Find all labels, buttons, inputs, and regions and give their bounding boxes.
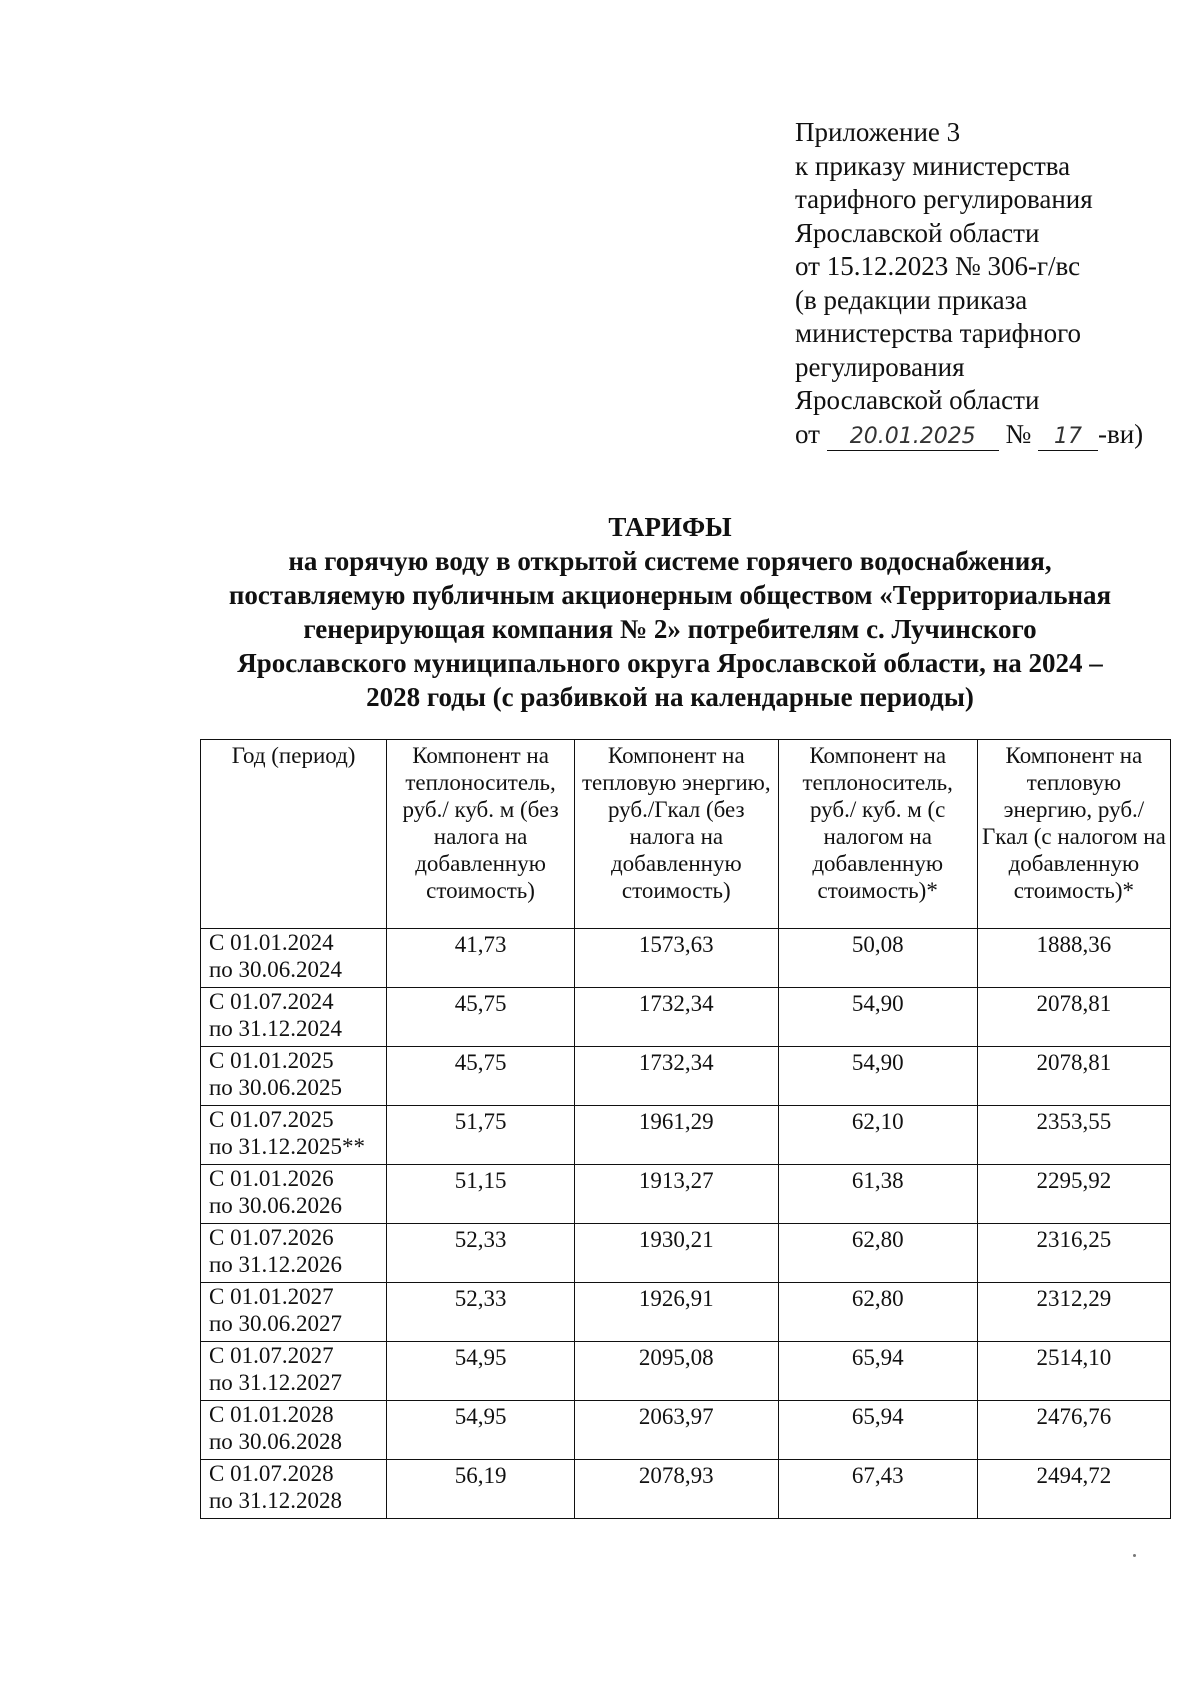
- value-cell-c3: 67,43: [778, 1460, 977, 1519]
- period-to: по 31.12.2026: [209, 1252, 343, 1277]
- value-cell-c1: 45,75: [387, 988, 575, 1047]
- table-row: [201, 1047, 1171, 1106]
- period-cell: [201, 929, 387, 988]
- value-cell-c1: 45,75: [387, 1047, 575, 1106]
- value-cell-c1: 54,95: [387, 1342, 575, 1401]
- tariffs-table: [200, 739, 1171, 1519]
- period-from: С 01.01.2025: [209, 1048, 334, 1073]
- value-cell-c4: 2312,29: [977, 1283, 1170, 1342]
- value-cell-c3: 54,90: [778, 1047, 977, 1106]
- period-to: по 30.06.2028: [209, 1429, 343, 1454]
- period-from: С 01.07.2028: [209, 1461, 334, 1486]
- appendix-block: [795, 116, 1143, 451]
- period-from: С 01.01.2028: [209, 1402, 334, 1427]
- title-heading: ТАРИФЫ: [608, 512, 732, 542]
- value-cell-c4: 2078,81: [977, 988, 1170, 1047]
- value-cell-c2: 2078,93: [574, 1460, 778, 1519]
- value-cell-c1: 54,95: [387, 1401, 575, 1460]
- value-cell-c3: 54,90: [778, 988, 977, 1047]
- appendix-line: регулирования: [795, 351, 965, 382]
- table-row: [201, 1165, 1171, 1224]
- value-cell-c2: 1573,63: [574, 929, 778, 988]
- period-from: С 01.01.2024: [209, 930, 334, 955]
- header-period: Год (период): [201, 740, 387, 929]
- table-row: [201, 1283, 1171, 1342]
- value-cell-c4: 2476,76: [977, 1401, 1170, 1460]
- amendment-suffix: -ви): [1097, 418, 1144, 449]
- table-row: [201, 988, 1171, 1047]
- value-cell-c2: 1961,29: [574, 1106, 778, 1165]
- period-cell: [201, 1224, 387, 1283]
- value-cell-c3: 62,80: [778, 1224, 977, 1283]
- table-body: [201, 929, 1171, 1519]
- value-cell-c2: 2095,08: [574, 1342, 778, 1401]
- table-row: [201, 1224, 1171, 1283]
- value-cell-c4: 2295,92: [977, 1165, 1170, 1224]
- title-line: Ярославского муниципального округа Ярославской области, на 2024 –: [237, 648, 1103, 678]
- period-to: по 30.06.2024: [209, 957, 343, 982]
- appendix-line: Ярославской области: [795, 385, 1040, 415]
- title-line: поставляемую публичным акционерным обществом «Территориальная: [228, 580, 1112, 610]
- value-cell-c2: 1930,21: [574, 1224, 778, 1283]
- period-to: по 31.12.2027: [209, 1370, 343, 1395]
- period-from: С 01.01.2027: [209, 1284, 334, 1309]
- table-header-row: [201, 740, 1171, 929]
- period-to: по 30.06.2026: [209, 1193, 343, 1218]
- value-cell-c4: 2494,72: [977, 1460, 1170, 1519]
- title-line: на горячую воду в открытой системе горячего водоснабжения,: [288, 546, 1052, 576]
- period-cell: [201, 1165, 387, 1224]
- value-cell-c1: 41,73: [387, 929, 575, 988]
- value-cell-c4: 2316,25: [977, 1224, 1170, 1283]
- title-line: 2028 годы (с разбивкой на календарные периоды): [366, 682, 974, 712]
- period-cell: [201, 1401, 387, 1460]
- appendix-line: Приложение 3: [795, 117, 961, 147]
- appendix-line: к приказу министерства: [795, 150, 1071, 181]
- title-line: генерирующая компания № 2» потребителям с. Лучинского: [303, 614, 1037, 644]
- amendment-prefix: от: [795, 418, 820, 449]
- appendix-amendment-line: [795, 418, 1143, 452]
- value-cell-c3: 65,94: [778, 1342, 977, 1401]
- period-to: по 31.12.2028: [209, 1488, 343, 1513]
- handwritten-date: 20.01.2025: [827, 424, 999, 451]
- appendix-line: министерства тарифного: [795, 318, 1082, 348]
- period-to: по 31.12.2025**: [209, 1134, 366, 1159]
- period-from: С 01.07.2025: [209, 1107, 334, 1132]
- value-cell-c1: 52,33: [387, 1224, 575, 1283]
- document-title: [190, 510, 1150, 714]
- value-cell-c2: 1732,34: [574, 988, 778, 1047]
- value-cell-c2: 2063,97: [574, 1401, 778, 1460]
- table-row: [201, 1401, 1171, 1460]
- appendix-line: от 15.12.2023 № 306-г/вс: [795, 251, 1081, 281]
- table-row: [201, 1106, 1171, 1165]
- header-coolant-no-vat: Компонент на теплоноситель, руб./ куб. м (без налога на добавленную стоимость): [387, 740, 575, 929]
- period-cell: [201, 1047, 387, 1106]
- period-cell: [201, 988, 387, 1047]
- value-cell-c4: 2353,55: [977, 1106, 1170, 1165]
- period-to: по 31.12.2024: [209, 1016, 343, 1041]
- table-row: [201, 929, 1171, 988]
- header-coolant-vat: Компонент на теплоноситель, руб./ куб. м (с налогом на добавленную стоимость)*: [778, 740, 977, 929]
- table-row: [201, 1342, 1171, 1401]
- appendix-line: тарифного регулирования: [795, 184, 1093, 214]
- header-heat-no-vat: Компонент на тепловую энергию, руб./Гкал (без налога на добавленную стоимость): [574, 740, 778, 929]
- appendix-line: (в редакции приказа: [795, 284, 1028, 315]
- value-cell-c3: 65,94: [778, 1401, 977, 1460]
- period-cell: [201, 1460, 387, 1519]
- value-cell-c1: 52,33: [387, 1283, 575, 1342]
- value-cell-c1: 51,15: [387, 1165, 575, 1224]
- period-to: по 30.06.2027: [209, 1311, 343, 1336]
- period-cell: [201, 1283, 387, 1342]
- scan-speck: [1133, 1554, 1136, 1557]
- period-cell: [201, 1106, 387, 1165]
- value-cell-c1: 51,75: [387, 1106, 575, 1165]
- handwritten-number: 17: [1038, 424, 1098, 451]
- header-heat-vat: Компонент на тепловую энергию, руб./Гкал (с налогом на добавленную стоимость)*: [977, 740, 1170, 929]
- period-from: С 01.07.2024: [209, 989, 334, 1014]
- period-from: С 01.07.2026: [209, 1225, 334, 1250]
- value-cell-c4: 2078,81: [977, 1047, 1170, 1106]
- period-from: С 01.07.2027: [209, 1343, 334, 1368]
- value-cell-c1: 56,19: [387, 1460, 575, 1519]
- number-sign: №: [1005, 418, 1032, 449]
- value-cell-c4: 1888,36: [977, 929, 1170, 988]
- value-cell-c4: 2514,10: [977, 1342, 1170, 1401]
- table-row: [201, 1460, 1171, 1519]
- period-from: С 01.01.2026: [209, 1166, 334, 1191]
- value-cell-c2: 1732,34: [574, 1047, 778, 1106]
- value-cell-c2: 1926,91: [574, 1283, 778, 1342]
- period-to: по 30.06.2025: [209, 1075, 343, 1100]
- value-cell-c3: 62,10: [778, 1106, 977, 1165]
- appendix-line: Ярославской области: [795, 217, 1040, 248]
- period-cell: [201, 1342, 387, 1401]
- value-cell-c3: 62,80: [778, 1283, 977, 1342]
- value-cell-c3: 61,38: [778, 1165, 977, 1224]
- value-cell-c2: 1913,27: [574, 1165, 778, 1224]
- value-cell-c3: 50,08: [778, 929, 977, 988]
